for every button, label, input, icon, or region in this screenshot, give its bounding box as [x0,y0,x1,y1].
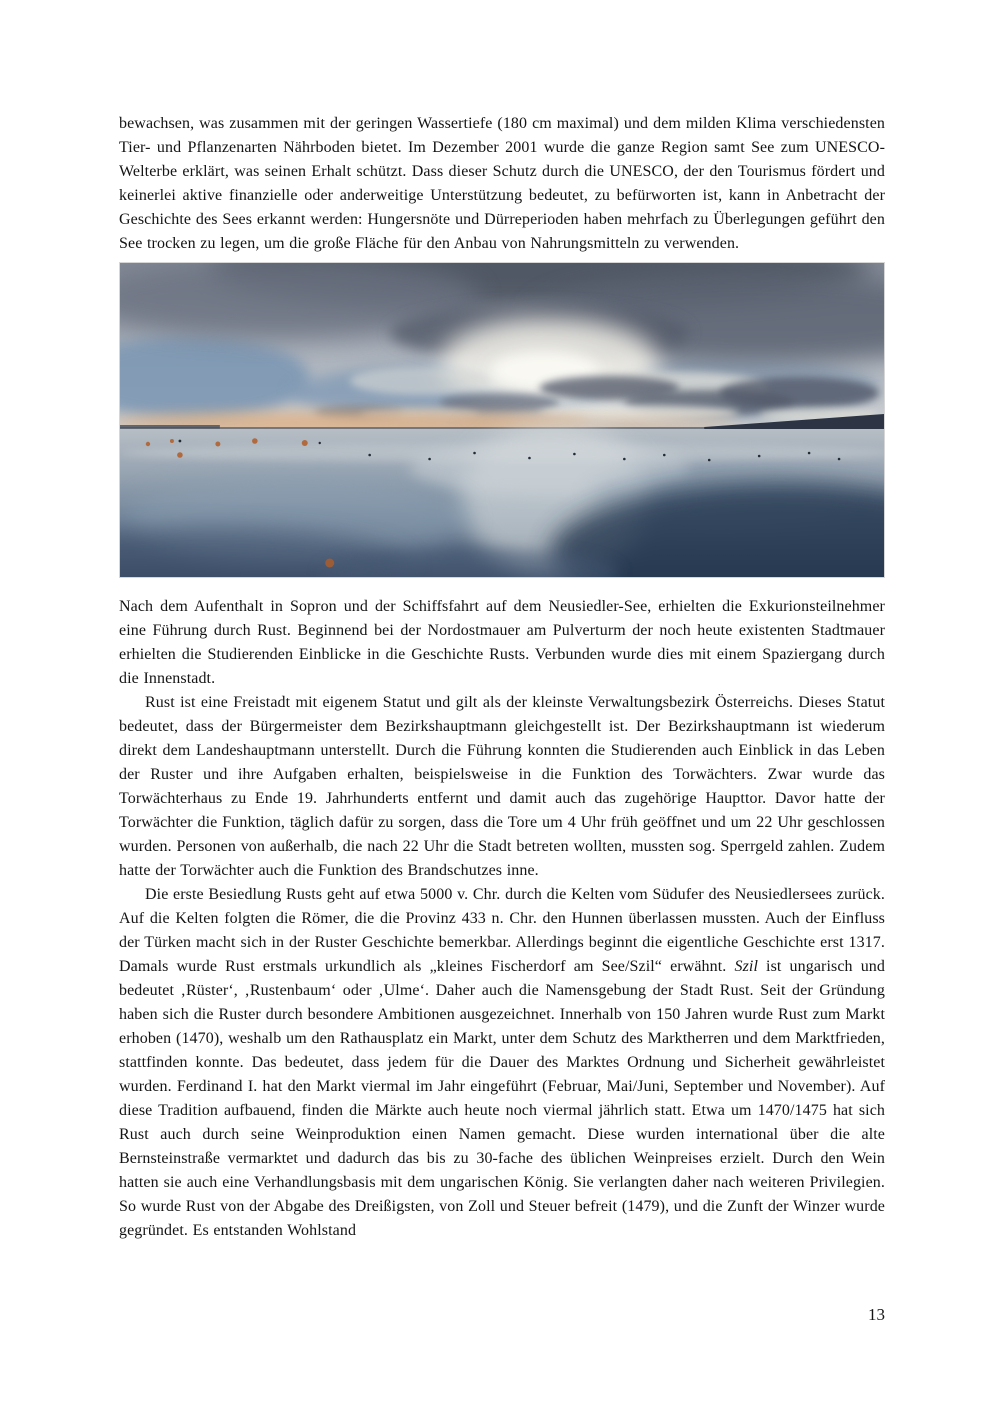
italic-term-szil: Szil [734,958,758,975]
paragraph-3: Rust ist eine Freistadt mit eigenem Statut und gilt als der kleinste Verwaltungsbezirk Österreichs. Dieses Statut bedeutet, dass der Bürgermeister dem Bezirkshauptmann gleichgestellt ist. Der Bezirkshauptmann ist wiederum direkt dem Landeshauptmann unterstellt. Durch die Führung konnten die Studierenden auch Einblick in das Leben der Ruster und ihre Aufgaben erhalten, beispielsweise in die Funktion des Torwächters. Zwar wurde das Torwächterhaus zu Ende 19. Jahrhunderts entfernt und damit auch das zugehörige Haupttor. Davor hatte der Torwächter die Funktion, täglich dafür zu sorgen, dass die Tore um 4 Uhr früh geöffnet und um 22 Uhr geschlossen wurden. Personen von außerhalb, die nach 22 Uhr die Stadt betreten wollten, mussten sog. Sperrgeld zahlen. Zudem hatte der Torwächter auch die Funktion des Brandschutzes inne. [119,694,885,879]
paragraph-4-lead: Die erste Besiedlung Rusts geht auf etwa 5000 v. Chr. durch die Kelten vom Südufer des Neusiedlersees zurück. Auf die Kelten folgten die Römer, die die Provinz 433 n. Chr. den Hunnen überlassen mussten. Auch der Einfluss der Türken macht sich in der Ruster Geschichte bemerkbar. Allerdings beginnt die eigentliche Geschichte erst 1317. Damals wurde Rust erstmals urkundlich als „kleines Fischerdorf am See/Szil“ erwähnt. [119,886,885,975]
lake-photo-art [120,263,884,577]
paragraph-2: Nach dem Aufenthalt in Sopron und der Schiffsfahrt auf dem Neusiedler-See, erhielten die Exkurionsteilnehmer eine Führung durch Rust. Beginnend bei der Nordostmauer am Pulverturm der noch heute existenten Stadtmauer erhielten die Studierenden Einblicke in die Geschichte Rusts. Verbunden wurde dies mit einem Spaziergang durch die Innenstadt. [119,598,885,687]
paragraph-4 [119,883,885,1243]
text-column [119,112,885,1243]
paragraph-1: bewachsen, was zusammen mit der geringen Wassertiefe (180 cm maximal) und dem milden Klima verschiedensten Tier- und Pflanzenarten Nährboden bietet. Im Dezember 2001 wurde die ganze Region samt See zum UNESCO-Welterbe erklärt, was seinen Erhalt schützt. Dass dieser Schutz durch die UNESCO, der den Tourismus fördert und keinerlei aktive finanzielle oder anderweitige Unterstützung bedeutet, zu befürworten ist, kann in Anbetracht der Geschichte des Sees erkannt werden: Hungersnöte und Dürreperioden haben mehrfach zu Überlegungen geführt den See trocken zu legen, um die große Fläche für den Anbau von Nahrungsmitteln zu verwenden. [119,115,885,252]
paragraph-4-rest: ist ungarisch und bedeutet ‚Rüster‘, ‚Rustenbaum‘ oder ‚Ulme‘. Daher auch die Namensgebung der Stadt Rust. Seit der Gründung haben sich die Ruster durch besondere Ambitionen ausgezeichnet. Innerhalb von 150 Jahren wurde Rust zum Markt erhoben (1470), weshalb um den Rathausplatz ein Markt, unter dem Schutz des Marktherren und dem Marktfrieden, stattfinden konnte. Das bedeutet, dass jedem für die Dauer des Marktes Ordnung und Sicherheit gewährleistet wurden. Ferdinand I. hat den Markt viermal im Jahr eingeführt (Februar, Mai/Juni, September und November). Auf diese Tradition aufbauend, finden die Märkte auch heute noch viermal jährlich statt. Etwa um 1470/1475 hat sich Rust auch durch seine Weinproduktion einen Namen gemacht. Diese wurden international über die alte Bernsteinstraße vermarktet und dadurch das bis zu 30-fache des üblichen Weinpreises erzielt. Durch den Wein hatten sie auch eine Verhandlungsbasis mit dem ungarischen König. Sie verlangten daher nach weiteren Privilegien. So wurde Rust von der Abgabe des Dreißigsten, von Zoll und Steuer befreit (1479), und die Zunft der Winzer wurde gegründet. Es entstanden Wohlstand [119,958,885,1239]
lake-photo [119,262,885,578]
page-number: 13 [868,1305,885,1324]
